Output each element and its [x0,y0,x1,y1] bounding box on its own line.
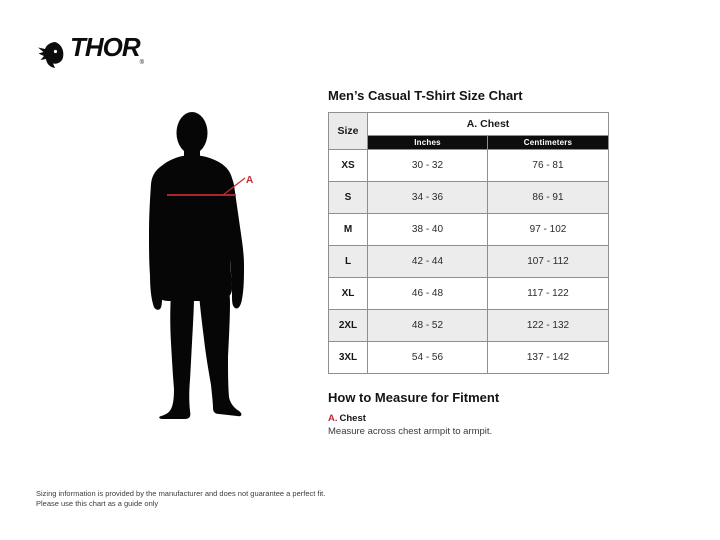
centimeters-value: 117 - 122 [488,278,609,310]
male-silhouette-figure [147,111,259,419]
centimeters-value: 137 - 142 [488,342,609,374]
header-inches: Inches [368,136,488,150]
size-label: 3XL [329,342,368,374]
size-label: S [329,182,368,214]
centimeters-value: 122 - 132 [488,310,609,342]
table-row [329,310,609,342]
size-label: 2XL [329,310,368,342]
size-label: XS [329,150,368,182]
brand-wordmark [70,32,143,78]
measure-item-key: A. [328,413,338,424]
table-row [329,342,609,374]
disclaimer [36,489,325,508]
inches-value: 30 - 32 [368,150,488,182]
body-silhouette [149,112,244,419]
brand-logo [36,32,143,78]
chest-point-label: A [246,175,254,186]
header-centimeters: Centimeters [488,136,609,150]
inches-value: 46 - 48 [368,278,488,310]
table-row [329,214,609,246]
header-chest-group: A. Chest [368,113,609,136]
table-row [329,150,609,182]
inches-value: 48 - 52 [368,310,488,342]
measure-item-name: Chest [339,413,366,424]
table-row [329,278,609,310]
inches-value: 42 - 44 [368,246,488,278]
brand-name: THOR [70,32,140,62]
measure-item-description: Measure across chest armpit to armpit. [328,426,493,437]
size-label: XL [329,278,368,310]
size-chart-title: Men’s Casual T-Shirt Size Chart [328,88,523,103]
measure-guide-title: How to Measure for Fitment [328,390,500,405]
disclaimer-line-1: Sizing information is provided by the manufacturer and does not guarantee a perfect fit. [36,489,326,498]
centimeters-value: 97 - 102 [488,214,609,246]
header-size: Size [329,113,368,150]
disclaimer-line-2: Please use this chart as a guide only [36,498,159,508]
registered-trademark-symbol: ® [139,60,144,66]
size-chart-table [328,112,609,374]
centimeters-value: 76 - 81 [488,150,609,182]
table-row [329,182,609,214]
centimeters-value: 107 - 112 [488,246,609,278]
table-row [329,246,609,278]
thor-helmet-icon [36,40,66,70]
centimeters-value: 86 - 91 [488,182,609,214]
size-label: L [329,246,368,278]
inches-value: 34 - 36 [368,182,488,214]
inches-value: 38 - 40 [368,214,488,246]
size-label: M [329,214,368,246]
measure-item-label [328,413,366,424]
inches-value: 54 - 56 [368,342,488,374]
